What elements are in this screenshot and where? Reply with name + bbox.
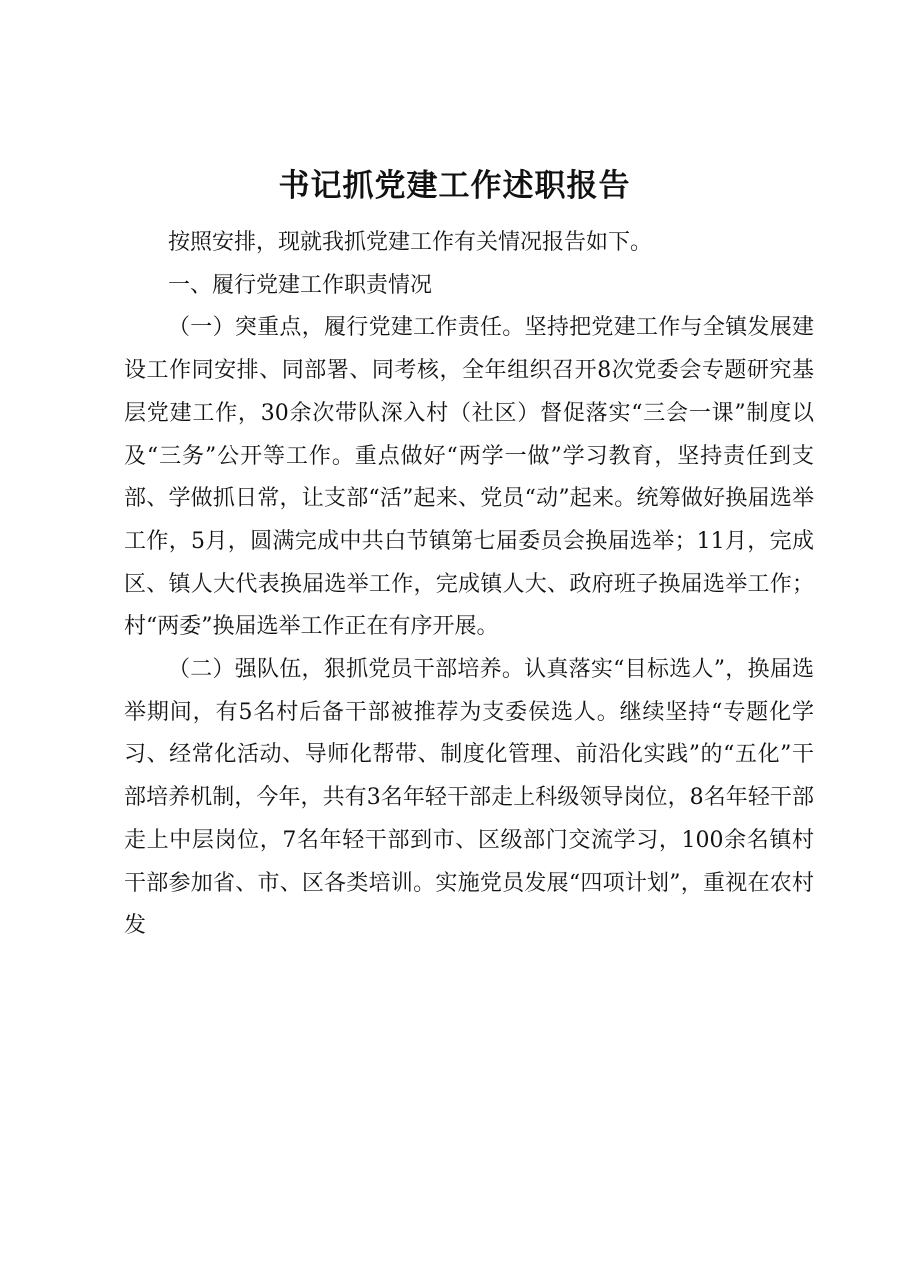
document-title: 书记抓党建工作述职报告 bbox=[278, 168, 631, 204]
paragraph-2: （二）强队伍，狠抓党员干部培养。认真落实“目标选人”，换届选举期间，有5名村后备干部被推荐为支委侯选人。继续坚持“专题化学习、经常化活动、导师化帮带、制度化管理、前沿化实践”的“五化”干部培养机制，今年，共有3名年轻干部走上科级领导岗位，8名年轻干部走上中层岗位，7名年轻干部到市、区级部门交流学习，100余名镇村干部参加省、市、区各类培训。实施党员发展“四项计划”，重视在农村发 bbox=[124, 657, 814, 939]
paragraph-intro: 按照安排，现就我抓党建工作有关情况报告如下。 bbox=[168, 230, 653, 255]
section-heading-1: 一、履行党建工作职责情况 bbox=[168, 272, 433, 298]
paragraph-1: （一）突重点，履行党建工作责任。坚持把党建工作与全镇发展建设工作同安排、同部署、同考核，全年组织召开8次党委会专题研究基层党建工作，30余次带队深入村（社区）督促落实“三会一课”制度以及“三务”公开等工作。重点做好“两学一做”学习教育，坚持责任到支部、学做抓日常，让支部“活”起来、党员“动”起来。统筹做好换届选举工作，5月，圆满完成中共白节镇第七届委员会换届选举；11月，完成区、镇人大代表换届选举工作，完成镇人大、政府班子换届选举工作；村“两委”换届选举工作正在有序开展。 bbox=[124, 315, 814, 640]
document-body bbox=[124, 222, 814, 948]
